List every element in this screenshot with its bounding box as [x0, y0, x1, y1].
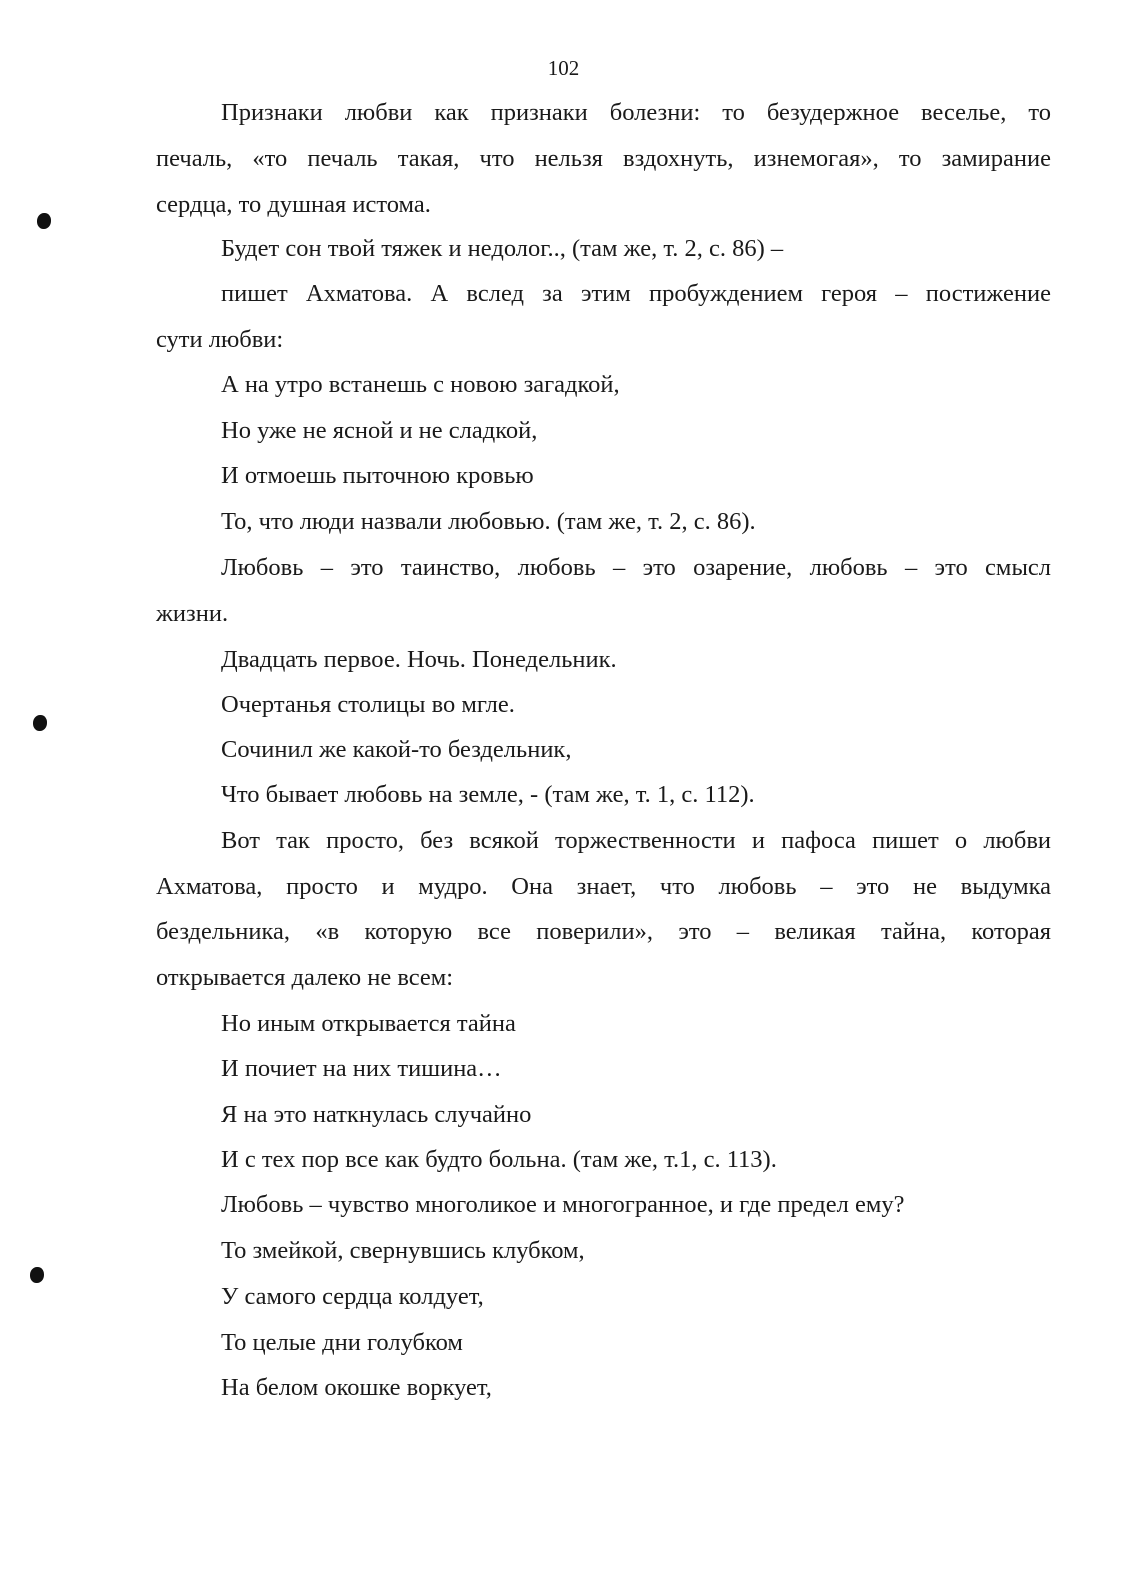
verse-line: Что бывает любовь на земле, - (там же, т. 1, с. 112). [221, 781, 755, 808]
paragraph-line: Ахматова, просто и мудро. Она знает, что любовь – это не выдумка [156, 873, 1051, 900]
verse-line: Но уже не ясной и не сладкой, [221, 417, 538, 444]
verse-line: Очертанья столицы во мгле. [221, 691, 515, 718]
paragraph-line: бездельника, «в которую все поверили», это – великая тайна, которая [156, 918, 1051, 945]
verse-line: А на утро встанешь с новою загадкой, [221, 371, 620, 398]
verse-line: Я на это наткнулась случайно [221, 1101, 532, 1128]
punch-hole-mark [33, 715, 47, 731]
paragraph-line: Признаки любви как признаки болезни: то безудержное веселье, то [221, 99, 1051, 126]
verse-line: У самого сердца колдует, [221, 1283, 484, 1310]
verse-line: И отмоешь пыточною кровью [221, 462, 534, 489]
verse-line: На белом окошке воркует, [221, 1374, 492, 1401]
verse-line: То, что люди назвали любовью. (там же, т. 2, с. 86). [221, 508, 756, 535]
page-number: 102 [547, 56, 580, 80]
paragraph-line: пишет Ахматова. А вслед за этим пробуждением героя – постижение [221, 280, 1051, 307]
verse-line: То змейкой, свернувшись клубком, [221, 1237, 585, 1264]
punch-hole-mark [37, 213, 51, 229]
verse-line: И почиет на них тишина… [221, 1055, 502, 1082]
verse-line: Но иным открывается тайна [221, 1010, 516, 1037]
paragraph-line: печаль, «то печаль такая, что нельзя вздохнуть, изнемогая», то замирание [156, 145, 1051, 172]
paragraph-line: Любовь – это таинство, любовь – это озарение, любовь – это смысл [221, 554, 1051, 581]
verse-line: Будет сон твой тяжек и недолог.., (там же, т. 2, с. 86) – [221, 235, 784, 262]
paragraph-line: открывается далеко не всем: [156, 964, 454, 991]
punch-hole-mark [30, 1267, 44, 1283]
verse-line: Сочинил же какой-то бездельник, [221, 736, 572, 763]
verse-line: То целые дни голубком [221, 1329, 463, 1356]
paragraph-line: сердца, то душная истома. [156, 191, 431, 218]
paragraph-line: жизни. [156, 600, 229, 627]
paragraph-line: Любовь – чувство многоликое и многогранное, и где предел ему? [221, 1191, 905, 1218]
verse-line: И с тех пор все как будто больна. (там же, т.1, с. 113). [221, 1146, 777, 1173]
paragraph-line: сути любви: [156, 326, 284, 353]
verse-line: Двадцать первое. Ночь. Понедельник. [221, 646, 617, 673]
paragraph-line: Вот так просто, без всякой торжественности и пафоса пишет о любви [221, 827, 1051, 854]
